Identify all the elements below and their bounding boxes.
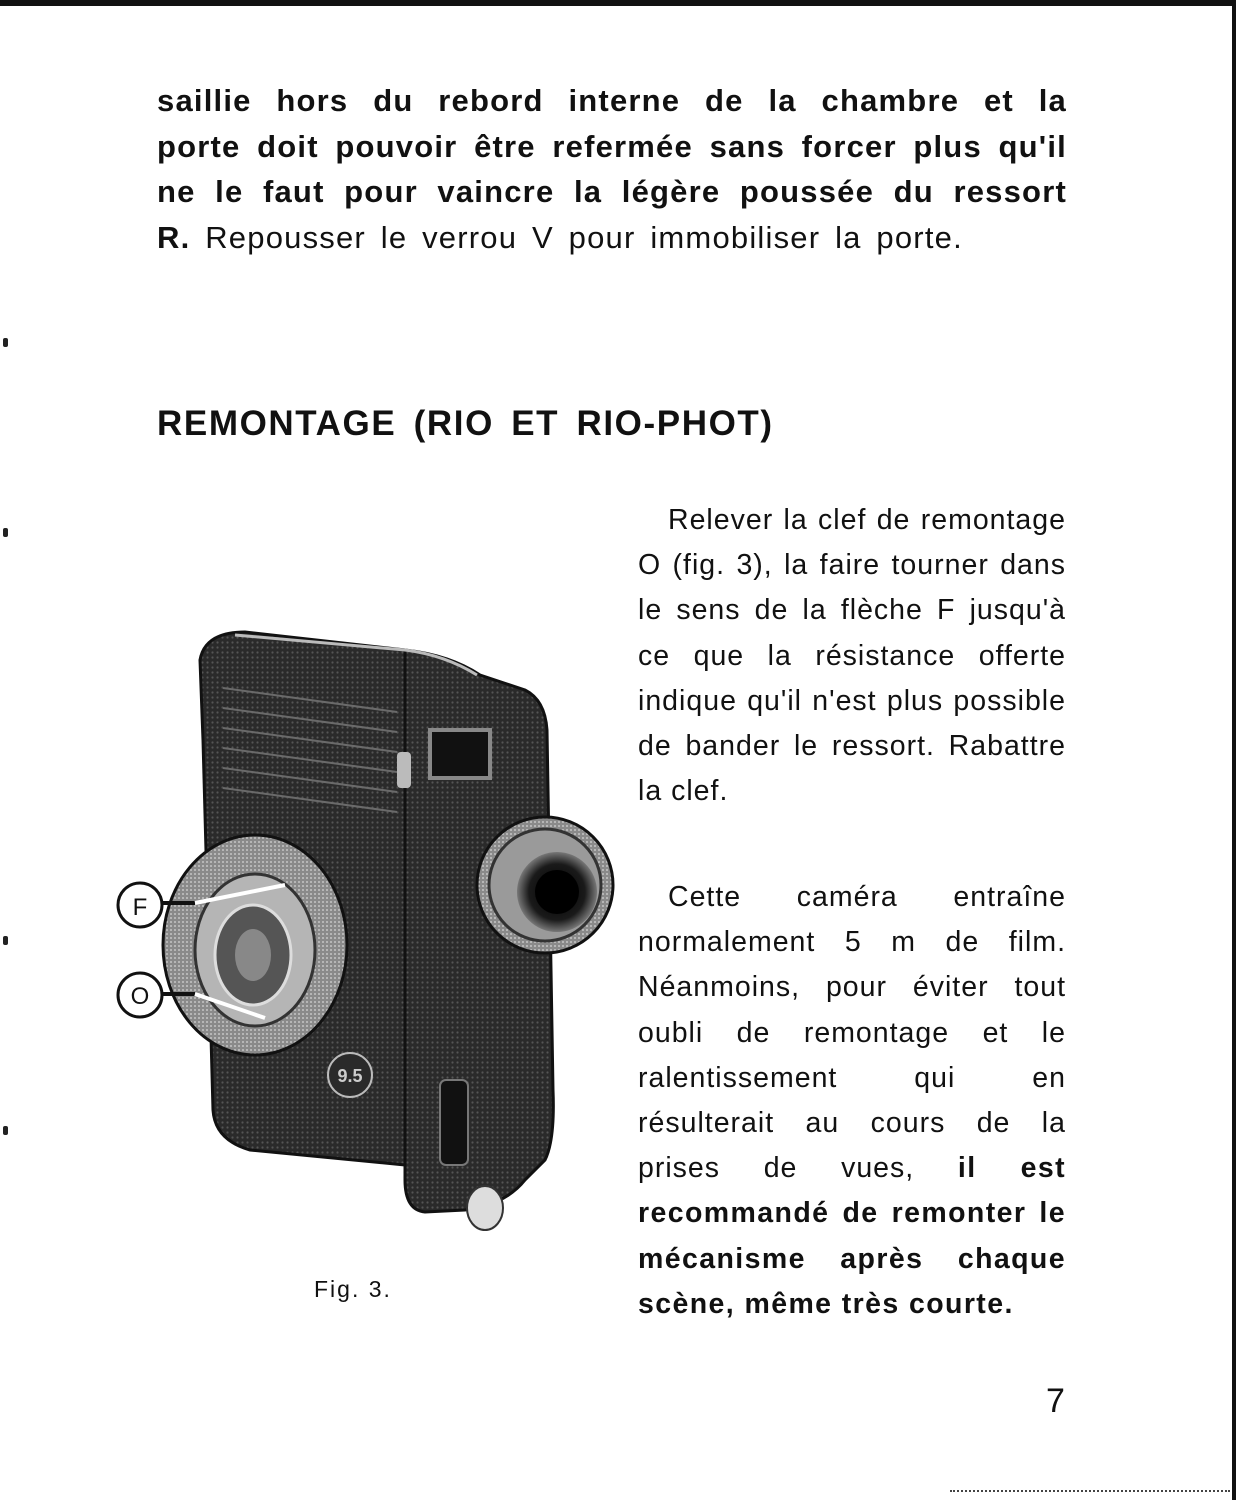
bottom-edge-speckle [950, 1490, 1230, 1494]
camera-figure [105, 620, 615, 1240]
winding-key-dial [163, 835, 347, 1055]
callout-o-label: O [130, 983, 150, 1010]
winding-text: Relever la clef de remontage O (fig. 3), la faire tourner dans le sens de la flèche F jusqu'à ce que la résistance offerte indique qu'il n'est plus possible de bander le ressort. Rabattre la clef. [638, 504, 1066, 808]
binding-mark [3, 528, 8, 537]
intro-bold-text: saillie hors du rebord interne de la chambre et la porte doit pouvoir être refermée sans forcer plus qu'il ne le faut pour vaincre la légère poussée du ressort R. [157, 83, 1067, 255]
recommendation-bold-text: il est recommandé de remonter le mécanisme après chaque scène, même très courte. [638, 1152, 1066, 1320]
camera-illustration [105, 620, 615, 1240]
page-number: 7 [1046, 1382, 1065, 1420]
intro-normal-text: Repousser le verrou V pour immobiliser la porte. [190, 219, 963, 255]
top-border-rule [0, 0, 1236, 6]
binding-mark [3, 936, 8, 945]
binding-mark [3, 1126, 8, 1135]
recommendation-paragraph [638, 875, 1066, 1327]
binding-mark [3, 338, 8, 347]
section-heading: REMONTAGE (RIO ET RIO-PHOT) [157, 404, 774, 443]
right-border-rule [1232, 0, 1236, 1500]
winding-paragraph [638, 498, 1066, 814]
intro-paragraph [157, 78, 1067, 260]
callout-f-label: F [132, 894, 148, 921]
lens-badge-text: 9.5 [337, 1066, 363, 1086]
viewfinder-window [430, 730, 490, 778]
front-lens [477, 817, 613, 953]
recommendation-text: Cette caméra entraîne normalement 5 m de film. Néanmoins, pour éviter tout oubli de remontage et le ralentissement qui en résulterait au cours de la prises de vues, [638, 881, 1066, 1185]
figure-caption: Fig. 3. [314, 1276, 392, 1302]
